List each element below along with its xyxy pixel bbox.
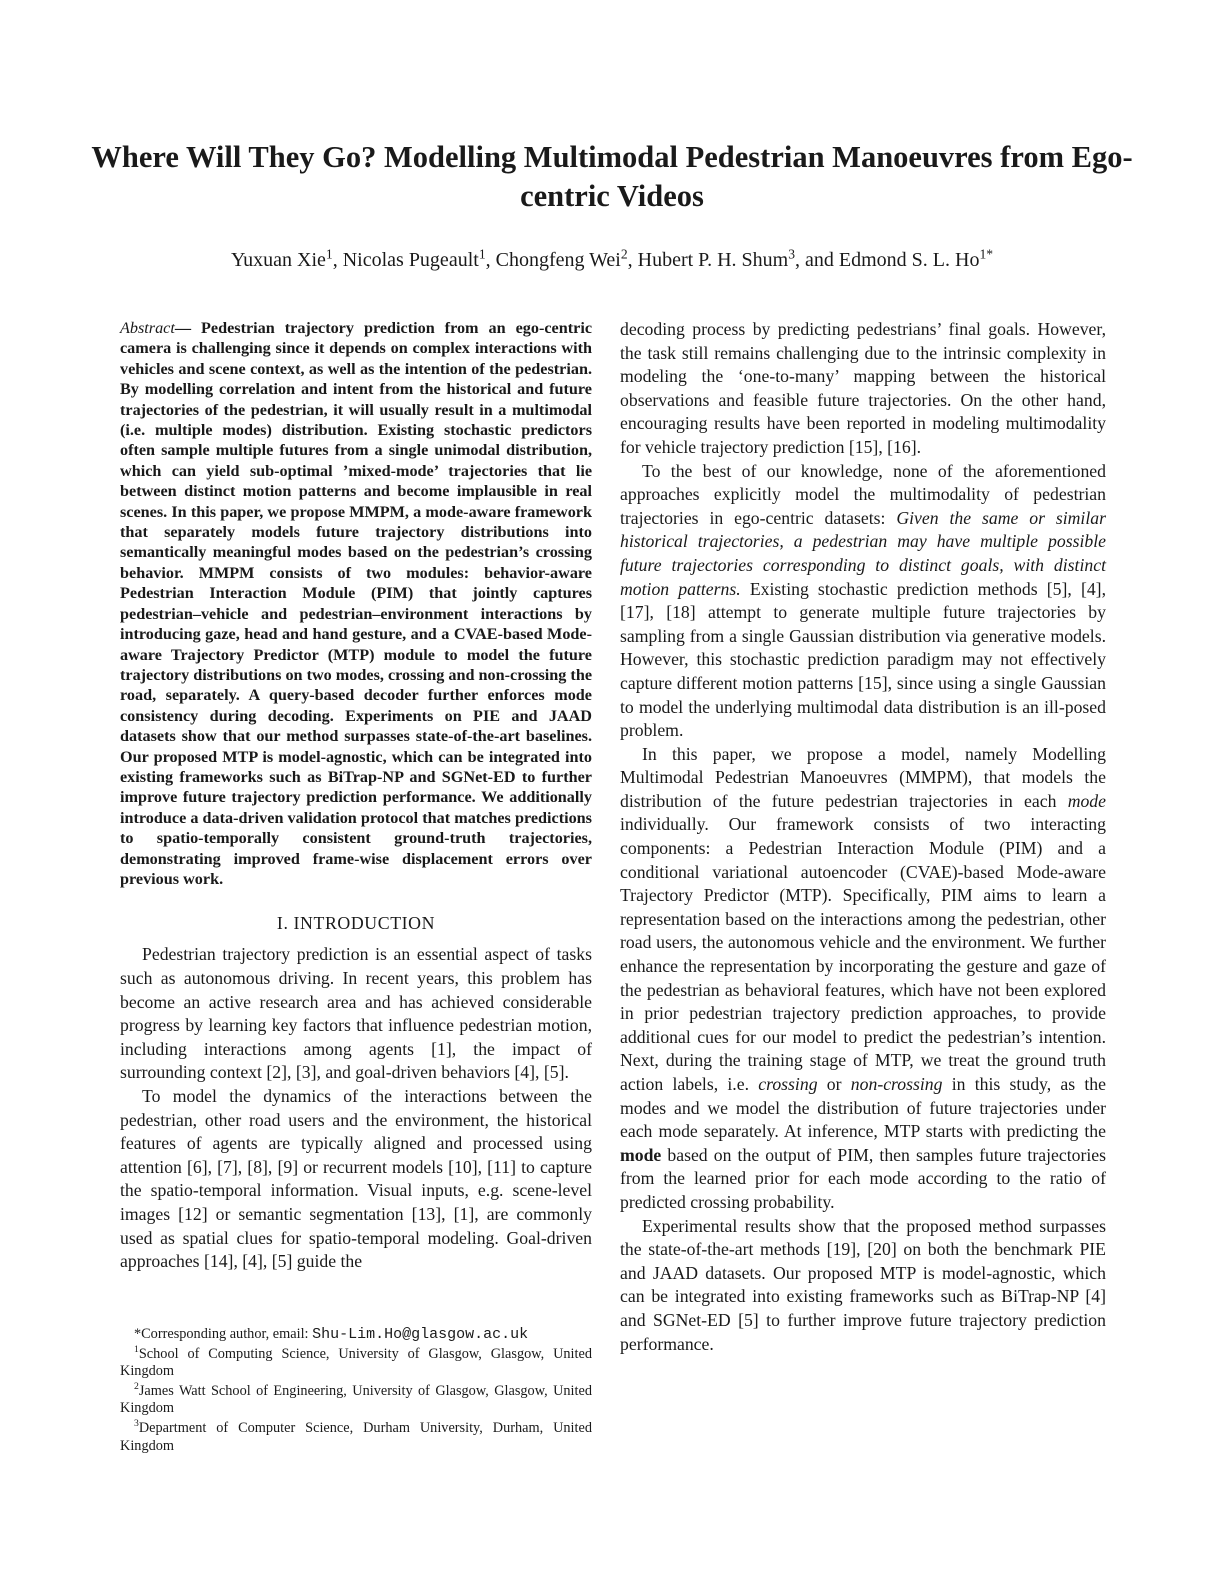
- intro-paragraph-3: decoding process by predicting pedestrians’ final goals. However, the task still remains challenging due to the intrinsic complexity in modeling the ‘one-to-many’ mapping between the historical observations and feasible future trajectories. On the other hand, encouraging results have been reported in modeling multimodality for vehicle trajectory prediction [15], [16].: [620, 319, 1106, 457]
- intro-paragraph-4: [620, 460, 1106, 743]
- author-affiliation-mark: 1: [478, 246, 486, 262]
- affiliation-text: Department of Computer Science, Durham University, Durham, United Kingdom: [120, 1419, 592, 1454]
- affiliation-mark: 2: [134, 1381, 139, 1393]
- affiliation-mark: 1: [134, 1343, 139, 1355]
- text-run: In this paper, we propose a model, namely Modelling Multimodal Pedestrian Manoeuvres (MMPM), that models the distribution of the future pedestrian trajectories in each: [620, 743, 1106, 811]
- author-separator: ,: [332, 249, 343, 271]
- footnotes: [120, 1326, 592, 1457]
- text-run: To the best of our knowledge, none of the aforementioned approaches explicitly model the multimodality of pedestrian trajectories in ego-centric datasets:: [620, 460, 1106, 528]
- affiliation-1: [120, 1343, 592, 1381]
- author-list: [80, 247, 1144, 273]
- author-affiliation-mark: 1*: [979, 246, 994, 262]
- left-column: [120, 318, 592, 1274]
- author-affiliation-mark: 3: [788, 246, 796, 262]
- emphasized-text: crossing: [758, 1074, 818, 1094]
- intro-paragraph-6: Experimental results show that the proposed method surpasses the state-of-the-art methods [19], [20] on both the benchmark PIE and JAAD datasets. Our proposed MTP is model-agnostic, which can be integrated into existing frameworks such as BiTrap-NP [4] and SGNet-ED [5] to further improve future trajectory prediction performance.: [620, 1215, 1106, 1354]
- intro-paragraph-5: [620, 743, 1106, 1215]
- corresponding-email[interactable]: Shu-Lim.Ho@glasgow.ac.uk: [312, 1326, 529, 1343]
- abstract-text: Pedestrian trajectory prediction from an ego-centric camera is challenging since it depends on complex interactions with vehicles and scene context, as well as the intention of the pedestrian. By modelling correlation and intent from the historical and future trajectories of the pedestrian, it will usually result in a multimodal (i.e. multiple modes) distribution. Existing stochastic predictors often sample multiple futures from a single unimodal distribution, which can yield sub-optimal ’mixed-mode’ trajectories that lie between distinct motion patterns and become implausible in real scenes. In this paper, we propose MMPM, a mode-aware framework that separately models future trajectory distributions into semantically meaningful modes based on the pedestrian’s crossing behavior. MMPM consists of two modules: behavior-aware Pedestrian Interaction Module (PIM) that jointly captures pedestrian–vehicle and pedestrian–environment interactions by introducing gaze, head and hand gesture, and a CVAE-based Mode-aware Trajectory Predictor (MTP) module to model the future trajectory distributions on two modes, crossing and non-crossing the road, separately. A query-based decoder further enforces mode consistency during decoding. Experiments on PIE and JAAD datasets show that our method surpasses state-of-the-art baselines. Our proposed MTP is model-agnostic, which can be integrated into existing frameworks such as BiTrap-NP and SGNet-ED to further improve future trajectory prediction performance. We additionally introduce a data-driven validation protocol that matches predictions to spatio-temporally consistent ground-truth trajectories, demonstrating improved frame-wise displacement errors over previous work.: [120, 319, 593, 888]
- affiliation-3: [120, 1420, 592, 1455]
- affiliation-mark: 3: [134, 1418, 139, 1430]
- author-separator: , and: [795, 249, 839, 271]
- author-separator: ,: [627, 249, 638, 271]
- text-run: in this study, as the modes and we model the distribution of future trajectories under each mode separately. At inference, MTP starts with predicting the: [620, 1074, 1106, 1142]
- affiliation-2: [120, 1383, 592, 1418]
- text-run: based on the output of PIM, then samples future trajectories from the learned prior for each mode according to the ratio of predicted crossing probability.: [620, 1144, 1106, 1212]
- emphasized-text: Given the same or similar historical trajectories, a pedestrian may have multiple possible future trajectories corresponding to distinct goals, with distinct motion patterns.: [620, 507, 1106, 599]
- author-affiliation-mark: 2: [620, 246, 628, 262]
- affiliation-text: James Watt School of Engineering, University of Glasgow, Glasgow, United Kingdom: [120, 1382, 592, 1417]
- corresponding-author-note: [120, 1326, 592, 1344]
- author-name: Nicolas Pugeault: [342, 249, 479, 271]
- author-separator: ,: [485, 249, 496, 271]
- abstract: [120, 318, 592, 889]
- abstract-dash: —: [174, 319, 202, 337]
- abstract-label: Abstract: [120, 319, 175, 337]
- author-name: Chongfeng Wei: [495, 249, 621, 271]
- author-name: Hubert P. H. Shum: [637, 249, 789, 271]
- author-affiliation-mark: 1: [325, 246, 333, 262]
- paper-title: Where Will They Go? Modelling Multimodal Pedestrian Manoeuvres from Ego-centric Videos: [91, 140, 1133, 213]
- text-run: Existing stochastic prediction methods [5], [4], [17], [18] attempt to generate multiple future trajectories by sampling from a single Gaussian distribution via generative models. However, this stochastic prediction paradigm may not effectively capture different motion patterns [15], since using a single Gaussian to model the underlying multimodal data distribution is an ill-posed problem.: [620, 578, 1106, 741]
- author-name: Edmond S. L. Ho: [838, 249, 980, 271]
- emphasized-text: mode: [1067, 790, 1106, 811]
- right-column: [620, 318, 1106, 1356]
- emphasized-text: non-crossing: [850, 1074, 943, 1094]
- author-name: Yuxuan Xie: [230, 249, 326, 271]
- intro-paragraph-2: To model the dynamics of the interactions between the pedestrian, other road users and the environment, the historical features of agents are typically aligned and processed using attention [6], [7], [8], [9] or recurrent models [10], [11] to capture the spatio-temporal information. Visual inputs, e.g. scene-level images [12] or semantic segmentation [13], [1], are commonly used as spatial clues for spatio-temporal modeling. Goal-driven approaches [14], [4], [5] guide the: [120, 1085, 592, 1272]
- affiliation-text: School of Computing Science, University of Glasgow, Glasgow, United Kingdom: [120, 1345, 592, 1380]
- corresponding-author-label: *Corresponding author, email:: [134, 1326, 313, 1342]
- text-run: or: [817, 1074, 851, 1094]
- intro-paragraph-1: Pedestrian trajectory prediction is an essential aspect of tasks such as autonomous driving. In recent years, this problem has become an active research area and has achieved considerable progress by learning key factors that influence pedestrian motion, including interactions among agents [1], the impact of surrounding context [2], [3], and goal-driven behaviors [4], [5].: [120, 944, 592, 1083]
- bold-text: mode: [620, 1144, 662, 1165]
- section-heading-introduction: I. INTRODUCTION: [276, 913, 436, 934]
- text-run: individually. Our framework consists of two interacting components: a Pedestrian Interaction Module (PIM) and a conditional variational autoencoder (CVAE)-based Mode-aware Trajectory Predictor (MTP). Specifically, PIM aims to learn a representation based on the interactions among the pedestrian, other road users, the autonomous vehicle and the environment. We further enhance the representation by incorporating the gesture and gaze of the pedestrian as behavioral features, which have not been explored in prior pedestrian trajectory prediction approaches, to provide additional cues for our model to predict the pedestrian’s intention. Next, during the training stage of MTP, we treat the ground truth action labels, i.e.: [620, 814, 1106, 1094]
